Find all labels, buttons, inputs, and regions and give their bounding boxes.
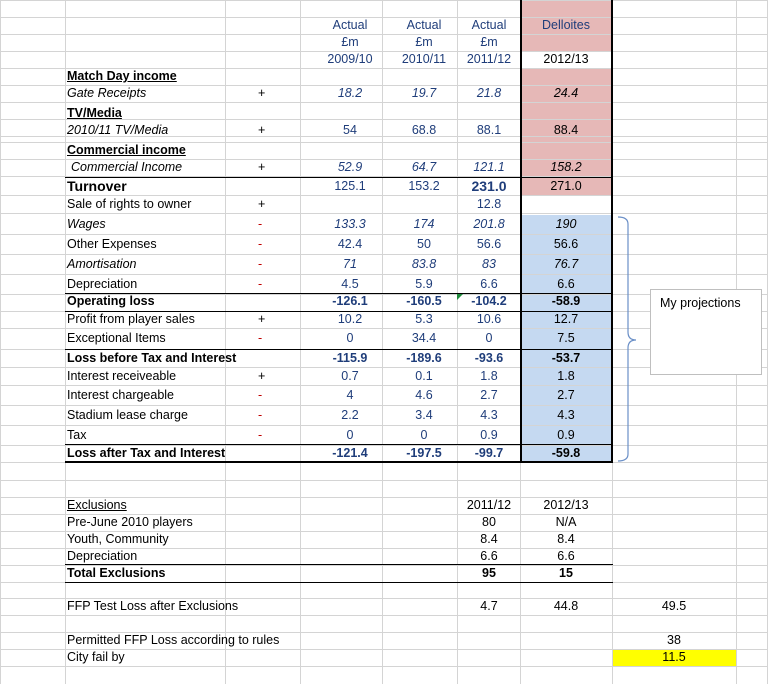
row-value: -59.8 bbox=[551, 446, 581, 460]
row-value: 0.1 bbox=[415, 369, 433, 383]
row-value: 0 bbox=[420, 428, 428, 442]
row-value: -189.6 bbox=[406, 351, 442, 365]
row-value: 56.6 bbox=[553, 237, 579, 251]
row-value: 1.8 bbox=[557, 369, 575, 383]
grid-row-line bbox=[0, 234, 768, 235]
grid-row-line bbox=[0, 102, 768, 103]
row-value: 83 bbox=[482, 257, 496, 271]
grid-row-line bbox=[0, 425, 768, 426]
row-value: -58.9 bbox=[551, 294, 581, 308]
row-sign: - bbox=[258, 388, 263, 402]
grid-row-line bbox=[0, 213, 768, 214]
row-sign: + bbox=[258, 312, 266, 326]
row-value: 0 bbox=[485, 331, 493, 345]
row-value: -99.7 bbox=[474, 446, 504, 460]
grid-row-line bbox=[0, 254, 768, 255]
exclusion-label: Pre-June 2010 players bbox=[67, 515, 193, 529]
row-value: 190 bbox=[555, 217, 577, 231]
row-label: Exceptional Items bbox=[67, 331, 166, 345]
cell-comment-marker bbox=[457, 294, 463, 300]
row-label: Gate Receipts bbox=[67, 86, 147, 100]
section-commercial: Commercial income bbox=[67, 143, 186, 157]
exclusion-value: 8.4 bbox=[557, 532, 575, 546]
row-value: -126.1 bbox=[332, 294, 368, 308]
row-value: 21.8 bbox=[476, 86, 502, 100]
grid-row-line bbox=[0, 615, 768, 616]
row-value: 4 bbox=[346, 388, 354, 402]
actual-label-1: Actual bbox=[332, 18, 368, 32]
row-value: -53.7 bbox=[551, 351, 581, 365]
ffp-test-loss-2012-13: 44.8 bbox=[553, 599, 579, 613]
row-value: 0.9 bbox=[557, 428, 575, 442]
ffp-test-loss-projection: 49.5 bbox=[661, 599, 687, 613]
row-value: 2.2 bbox=[341, 408, 359, 422]
row-value: 125.1 bbox=[334, 179, 366, 193]
row-sign: - bbox=[258, 237, 263, 251]
row-label: Sale of rights to owner bbox=[67, 197, 192, 211]
row-label: Commercial Income bbox=[71, 160, 183, 174]
row-sign: - bbox=[258, 331, 263, 345]
row-label: Loss before Tax and Interest bbox=[67, 351, 237, 365]
row-label: 2010/11 TV/Media bbox=[67, 123, 169, 137]
year-2009-10: 2009/10 bbox=[327, 52, 373, 66]
row-label: Amortisation bbox=[67, 257, 137, 271]
currency-label-3: £m bbox=[480, 35, 498, 49]
row-label: Turnover bbox=[67, 178, 127, 194]
row-value: 4.3 bbox=[480, 408, 498, 422]
ffp-test-loss-2011-12: 4.7 bbox=[480, 599, 498, 613]
row-sign: - bbox=[258, 217, 263, 231]
exclusion-value: 6.6 bbox=[480, 549, 498, 563]
row-value: 0.7 bbox=[341, 369, 359, 383]
row-value: 83.8 bbox=[411, 257, 437, 271]
row-value: 5.9 bbox=[415, 277, 433, 291]
currency-label-2: £m bbox=[415, 35, 433, 49]
row-value: -121.4 bbox=[332, 446, 368, 460]
row-value: 153.2 bbox=[408, 179, 440, 193]
row-sign: - bbox=[258, 408, 263, 422]
row-sign: - bbox=[258, 257, 263, 271]
permitted-loss-label: Permitted FFP Loss according to rules bbox=[67, 633, 280, 647]
projections-note: My projections bbox=[660, 296, 741, 310]
row-sign: + bbox=[258, 86, 266, 100]
row-label: Profit from player sales bbox=[67, 312, 195, 326]
row-sign: + bbox=[258, 369, 266, 383]
row-value: 56.6 bbox=[476, 237, 502, 251]
exclusion-value: 15 bbox=[559, 566, 573, 580]
grid-row-line bbox=[0, 17, 768, 18]
ffp-test-loss-label: FFP Test Loss after Exclusions bbox=[67, 599, 239, 613]
row-value: 71 bbox=[343, 257, 357, 271]
row-value: -93.6 bbox=[474, 351, 504, 365]
exclusion-label: Youth, Community bbox=[67, 532, 169, 546]
row-value: 76.7 bbox=[553, 257, 579, 271]
row-value: -160.5 bbox=[406, 294, 442, 308]
projections-bracket bbox=[612, 214, 652, 466]
grid-row-line bbox=[0, 274, 768, 275]
row-label: Loss after Tax and Interest bbox=[67, 446, 226, 460]
row-value: 24.4 bbox=[553, 86, 579, 100]
row-sign: + bbox=[258, 160, 266, 174]
row-value: 133.3 bbox=[334, 217, 366, 231]
grid-row-line bbox=[0, 480, 768, 481]
row-value: 5.3 bbox=[415, 312, 433, 326]
deloitte-year: 2012/13 bbox=[543, 52, 589, 66]
row-label: Other Expenses bbox=[67, 237, 157, 251]
row-label: Operating loss bbox=[67, 294, 155, 308]
projections-note-box bbox=[650, 289, 762, 375]
row-value: 6.6 bbox=[557, 277, 575, 291]
exclusions-title: Exclusions bbox=[67, 498, 127, 512]
row-value: -104.2 bbox=[471, 294, 507, 308]
permitted-loss-value: 38 bbox=[667, 633, 681, 647]
grid-row-line bbox=[0, 0, 768, 1]
row-value: 34.4 bbox=[411, 331, 437, 345]
exclusion-label: Total Exclusions bbox=[67, 566, 166, 580]
row-value: 7.5 bbox=[557, 331, 575, 345]
row-value: -115.9 bbox=[332, 351, 368, 365]
row-value: 18.2 bbox=[337, 86, 363, 100]
grid-row-line bbox=[0, 34, 768, 35]
grid-row-line bbox=[0, 51, 768, 52]
exclusion-label: Depreciation bbox=[67, 549, 138, 563]
row-label: Depreciation bbox=[67, 277, 138, 291]
row-sign: - bbox=[258, 277, 263, 291]
fail-value: 11.5 bbox=[662, 650, 686, 664]
row-value: 52.9 bbox=[337, 160, 363, 174]
row-value: 4.6 bbox=[415, 388, 433, 402]
exclusion-value: 8.4 bbox=[480, 532, 498, 546]
row-value: 2.7 bbox=[480, 388, 498, 402]
row-value: 0.9 bbox=[480, 428, 498, 442]
row-sign: + bbox=[258, 197, 266, 211]
exclusions-bottom-border bbox=[65, 582, 613, 583]
row-label: Tax bbox=[67, 428, 87, 442]
row-label: Wages bbox=[67, 217, 106, 231]
row-value: 271.0 bbox=[550, 179, 582, 193]
exclusions-year-1: 2011/12 bbox=[466, 498, 512, 512]
exclusion-value: 80 bbox=[482, 515, 496, 529]
row-value: 88.4 bbox=[553, 123, 579, 137]
exclusions-year-2: 2012/13 bbox=[543, 498, 589, 512]
row-value: 64.7 bbox=[411, 160, 437, 174]
section-tv-media: TV/Media bbox=[67, 106, 122, 120]
row-sign: - bbox=[258, 428, 263, 442]
row-value: 88.1 bbox=[476, 123, 502, 137]
row-value: 231.0 bbox=[471, 178, 507, 194]
actual-label-3: Actual bbox=[471, 18, 507, 32]
year-2011-12: 2011/12 bbox=[466, 52, 512, 66]
row-value: 12.8 bbox=[476, 197, 502, 211]
row-value: 42.4 bbox=[337, 237, 363, 251]
row-value: 2.7 bbox=[557, 388, 575, 402]
row-value: 158.2 bbox=[550, 160, 582, 174]
row-sign: + bbox=[258, 123, 266, 137]
exclusion-value: 95 bbox=[482, 566, 496, 580]
row-value: 121.1 bbox=[473, 160, 505, 174]
row-value: -197.5 bbox=[406, 446, 442, 460]
row-value: 6.6 bbox=[480, 277, 498, 291]
deloitte-label: Delloites bbox=[542, 18, 590, 32]
year-2010-11: 2010/11 bbox=[401, 52, 447, 66]
row-value: 12.7 bbox=[553, 312, 579, 326]
row-label: Interest chargeable bbox=[67, 388, 175, 402]
grid-row-line bbox=[0, 666, 768, 667]
section-match-day: Match Day income bbox=[67, 69, 177, 83]
actual-label-2: Actual bbox=[406, 18, 442, 32]
row-value: 201.8 bbox=[473, 217, 505, 231]
row-value: 19.7 bbox=[411, 86, 437, 100]
row-value: 174 bbox=[413, 217, 435, 231]
row-value: 68.8 bbox=[411, 123, 437, 137]
row-value: 0 bbox=[346, 428, 354, 442]
currency-label-1: £m bbox=[341, 35, 359, 49]
row-value: 10.2 bbox=[337, 312, 363, 326]
row-value: 54 bbox=[343, 123, 357, 137]
grid-row-line bbox=[0, 385, 768, 386]
row-value: 4.5 bbox=[341, 277, 359, 291]
row-value: 10.6 bbox=[476, 312, 502, 326]
exclusion-value: 6.6 bbox=[557, 549, 575, 563]
row-value: 4.3 bbox=[557, 408, 575, 422]
fail-label: City fail by bbox=[67, 650, 125, 664]
row-value: 3.4 bbox=[415, 408, 433, 422]
exclusion-value: N/A bbox=[555, 515, 577, 529]
row-value: 1.8 bbox=[480, 369, 498, 383]
grid-row-line bbox=[0, 405, 768, 406]
row-value: 0 bbox=[346, 331, 354, 345]
row-label: Interest receiveable bbox=[67, 369, 177, 383]
row-label: Stadium lease charge bbox=[67, 408, 188, 422]
row-value: 50 bbox=[417, 237, 431, 251]
